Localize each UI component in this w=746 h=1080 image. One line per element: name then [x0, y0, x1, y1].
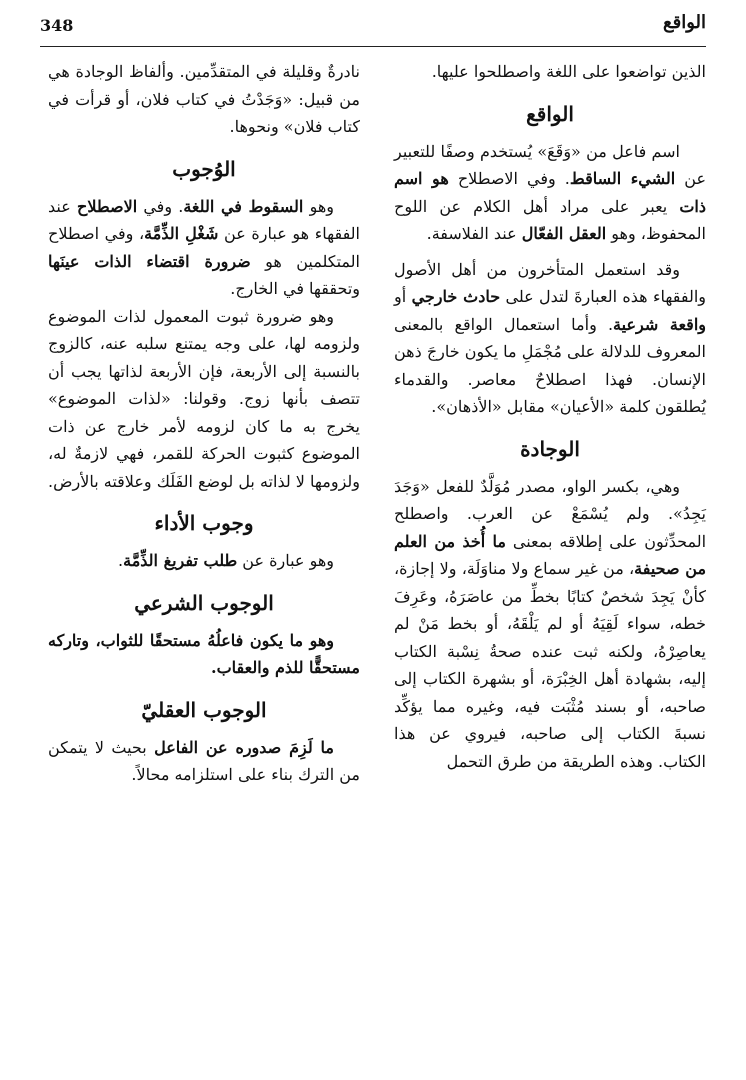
entry-heading: الواقع [526, 101, 574, 126]
paragraph: وهي، بكسر الواو، مصدر مُوَلَّدٌ للفعل «وَجَدَ يَجِدُ». ولم يُسْمَعْ عن العرب. واصطلح المحدِّثون على إطلاقه بمعنى ما أُخذ من العلم من صحيفة، من غير سماع ولا مناوَلَة، ولا إجازة، كأنْ يَجِدَ شخصٌ كتابًا بخطِّ من عاصَرَهُ، وعَرِفَ خطه، سواء لَقِيَهُ أو لم يَلْقَهُ، أو بخط مَنْ لم يعاصِرْهُ، ولكنه ثبت عنده صحةُ نِسْبة الكتاب إليه، بشهادة أهل الخِبْرَة، أو بشهرة الكتاب إلى صاحبه، أو بسند مُثْبَت فيه، وغيره مما يؤكِّد نسبةَ الكتاب إلى صاحبه، فيروي عن هذا الكتاب. وهذه الطريقة من طرق التحمل [394, 476, 707, 771]
running-head: الواقع [663, 12, 706, 33]
entry-heading: وجوب الأداء [154, 511, 254, 535]
right-column [394, 58, 706, 775]
paragraph: الذين تواضعوا على اللغة واصطلحوا عليها. [431, 62, 706, 81]
paragraph: وهو ما يكون فاعلُهُ مستحقًا للثواب، وتاركه مستحقًّا للذم والعقاب. [48, 630, 360, 677]
entry-heading: الوجوب الشرعي [134, 590, 274, 615]
paragraph: وهو عبارة عن طلب تفريغ الذِّمَّة. [118, 551, 334, 570]
paragraph: وهو ضرورة ثبوت المعمول لذات الموضوع ولزومه لها، على وجه يمتنع سلبه عنه، كالزوج بالنسبة إلى الأربعة، فإن الأربعة لذاتها يجب أن تتصف بأنها زوج. وقولنا: «لذات الموضوع» يخرج به ما كان لزومه لأمر خارج عن ذات الموضوع كثبوت الحركة للقمر، فهي لازمةٌ له، ولزومها لا لذاته بل لوضع الفَلَك وعلاقته بالأرض. [48, 306, 360, 491]
entry-heading: الوجوب العقليّ [141, 697, 267, 722]
paragraph: ما لَزِمَ صدوره عن الفاعل بحيث لا يتمكن من الترك بناء على استلزامه محالاً. [48, 737, 360, 784]
paragraph: اسم فاعل من «وَقَعَ» يُستخدم وصفًا للتعبير عن الشيء الساقط. وفي الاصطلاح هو اسم ذات يعبر على مراد أهل الكلام عن اللوح المحفوظ، وهو العقل الفعّال عند الفلاسفة. [394, 141, 706, 243]
entry-heading: الوجادة [520, 436, 580, 461]
left-column [48, 58, 360, 789]
entry-heading: الوُجوب [172, 156, 236, 181]
paragraph: وقد استعمل المتأخرون من أهل الأصول والفقهاء هذه العبارةَ لتدل على حادث خارجي أو واقعة شرعية. وأما استعمال الواقع بالمعنى المعروف للدلالة على مُجْمَلِ ما يكون خارجَ ذهن الإنسان. فهذا اصطلاحٌ معاصر. والقدماء يُطلقون كلمة «الأعيان» مقابل «الأذهان». [394, 259, 706, 416]
paragraph: وهو السقوط في اللغة. وفي الاصطلاح عند الفقهاء هو عبارة عن شَغْلِ الذِّمَّة، وفي اصطلاح المتكلمين هو ضرورة اقتضاء الذات عينَها وتحققها في الخارج. [48, 196, 360, 298]
page-number: 348 [40, 16, 74, 35]
paragraph: نادرةٌ وقليلة في المتقدِّمين. وألفاظ الوجادة هي من قبيل: «وَجَدْتُ في كتاب فلان، أو قرأت في كتاب فلان» ونحوها. [48, 62, 360, 136]
header-rule [40, 46, 706, 47]
page-header [40, 12, 706, 46]
